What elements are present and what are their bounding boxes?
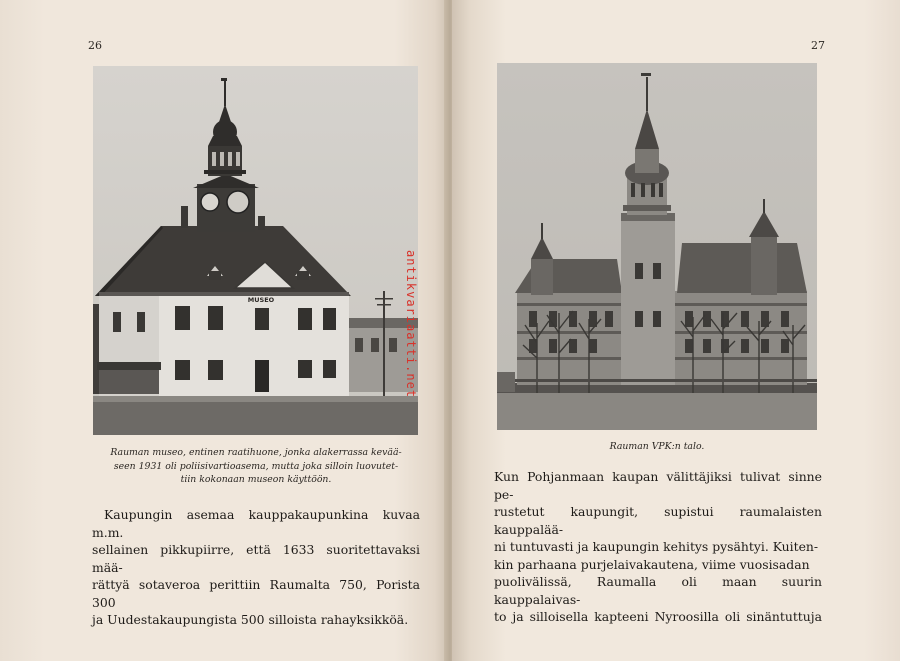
- museum-sign-text: MUSEO: [247, 296, 275, 304]
- right-page: [452, 0, 900, 661]
- left-body-text: [92, 506, 420, 629]
- right-body-text: [494, 468, 822, 626]
- museum-photo: [93, 66, 418, 435]
- body-line: kin parhaana purjelaivakautena, viime vuosisadan: [494, 556, 810, 572]
- body-line: ni tuntuvasti ja kaupungin kehitys pysähtyi. Kuiten-: [494, 539, 819, 554]
- body-line: to ja silloisella kapteeni Nyroosilla oli sinäntuttuja: [494, 609, 822, 624]
- left-page: [0, 0, 448, 661]
- body-line: sellainen pikkupiirre, että 1633 suoritettavaksi mää-: [92, 542, 420, 575]
- museum-caption: [93, 446, 419, 487]
- page-number-left: 26: [88, 39, 102, 52]
- page-number-right: 27: [811, 39, 825, 52]
- vpk-caption: Rauman VPK:n talo.: [609, 441, 705, 452]
- body-line: rustetut kaupungit, supistui raumalaisten kauppalää-: [494, 504, 822, 537]
- body-line: Kun Pohjanmaan kaupan välittäjiksi tulivat sinne pe-: [494, 469, 822, 502]
- body-line: puolivälissä, Raumalla oli maan suurin kauppalaivas-: [494, 574, 822, 607]
- watermark: antikvariaatti.net: [404, 250, 418, 399]
- body-line: ja Uudestakaupungista 500 silloista rahayksikköä.: [92, 612, 409, 627]
- caption-line: tiin kokonaan museon käyttöön.: [180, 474, 332, 485]
- body-line: rättyä sotaveroa perittiin Raumalta 750, Porista 300: [92, 577, 420, 610]
- vpk-house-photo: [497, 63, 817, 430]
- caption-line: Rauman museo, entinen raatihuone, jonka alakerrassa kevää-: [110, 447, 402, 458]
- caption-line: seen 1931 oli poliisivartioasema, mutta joka silloin luovutet-: [113, 460, 399, 472]
- body-line: Kaupungin asemaa kauppakaupunkina kuvaa m.m.: [92, 507, 420, 540]
